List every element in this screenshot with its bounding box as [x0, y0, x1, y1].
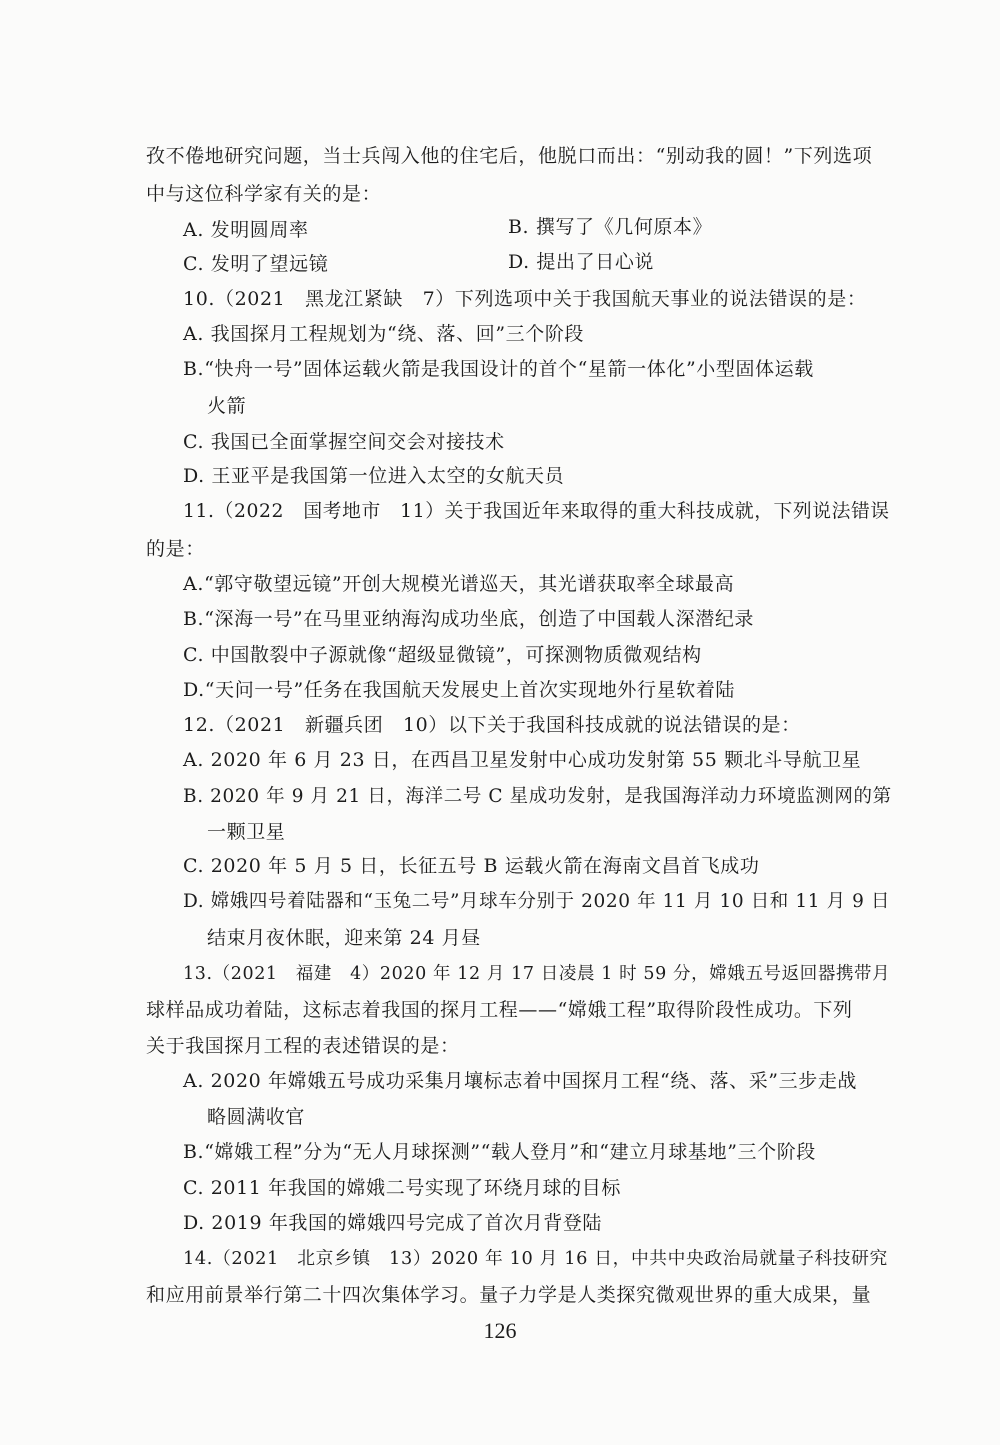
q10-stem: 10.（2021 黑龙江紧缺 7）下列选项中关于我国航天事业的说法错误的是： — [183, 288, 867, 310]
q12-stem: 12.（2021 新疆兵团 10）以下关于我国科技成就的说法错误的是： — [183, 714, 801, 736]
q13-option-a-line-2: 略圆满收官 — [207, 1106, 306, 1128]
q14-stem-line-2: 和应用前景举行第二十四次集体学习。量子力学是人类探究微观世界的重大成果，量 — [146, 1284, 872, 1306]
q12-option-a: A. 2020 年 6 月 23 日，在西昌卫星发射中心成功发射第 55 颗北斗导航卫星 — [183, 749, 862, 771]
q12-option-c: C. 2020 年 5 月 5 日，长征五号 B 运载火箭在海南文昌首飞成功 — [183, 855, 760, 877]
q11-option-c: C. 中国散裂中子源就像“超级显微镜”，可探测物质微观结构 — [183, 644, 702, 666]
q10-option-c: C. 我国已全面掌握空间交会对接技术 — [183, 431, 505, 453]
q13-option-d: D. 2019 年我国的嫦娥四号完成了首次月背登陆 — [183, 1212, 603, 1234]
q11-option-d: D.“天问一号”任务在我国航天发展史上首次实现地外行星软着陆 — [183, 679, 736, 701]
q10-option-d: D. 王亚平是我国第一位进入太空的女航天员 — [183, 465, 565, 487]
intro-line-1: 孜不倦地研究问题，当士兵闯入他的住宅后，他脱口而出：“别动我的圆！”下列选项 — [146, 145, 873, 167]
q13-stem-line-1: 13.（2021 福建 4）2020 年 12 月 17 日凌晨 1 时 59 分，嫦娥五号返回器携带月 — [183, 964, 891, 984]
q13-option-c: C. 2011 年我国的嫦娥二号实现了环绕月球的目标 — [183, 1177, 621, 1199]
q12-option-b-line-1: B. 2020 年 9 月 21 日，海洋二号 C 星成功发射，是我国海洋动力环境监测网的第 — [183, 786, 892, 807]
q13-option-a-line-1: A. 2020 年嫦娥五号成功采集月壤标志着中国探月工程“绕、落、采”三步走战 — [183, 1070, 858, 1092]
q11-option-b: B.“深海一号”在马里亚纳海沟成功坐底，创造了中国载人深潜纪录 — [183, 608, 755, 630]
q10-option-b-line-2: 火箭 — [207, 395, 247, 417]
intro-line-2: 中与这位科学家有关的是： — [146, 183, 382, 205]
page-number: 126 — [483, 1318, 517, 1343]
q12-option-d-line-2: 结束月夜休眠，迎来第 24 月昼 — [207, 927, 481, 949]
q13-stem-line-2: 球样品成功着陆，这标志着我国的探月工程——“嫦娥工程”取得阶段性成功。下列 — [146, 999, 853, 1021]
intro-option-c: C. 发明了望远镜 — [183, 253, 329, 275]
q11-option-a: A.“郭守敬望远镜”开创大规模光谱巡天，其光谱获取率全球最高 — [183, 573, 735, 595]
q11-stem-line-1: 11.（2022 国考地市 11）关于我国近年来取得的重大科技成就，下列说法错误 — [183, 501, 890, 522]
q10-option-a: A. 我国探月工程规划为“绕、落、回”三个阶段 — [183, 323, 585, 345]
q12-option-d-line-1: D. 嫦娥四号着陆器和“玉兔二号”月球车分别于 2020 年 11 月 10 日和 11 月 9 日 — [183, 891, 891, 912]
q10-option-b-line-1: B.“快舟一号”固体运载火箭是我国设计的首个“星箭一体化”小型固体运载 — [183, 358, 814, 380]
q14-stem-line-1: 14.（2021 北京乡镇 13）2020 年 10 月 16 日，中共中央政治局就量子科技研究 — [183, 1249, 888, 1269]
q12-option-b-line-2: 一颗卫星 — [207, 821, 286, 843]
q13-option-b: B.“嫦娥工程”分为“无人月球探测”“载人登月”和“建立月球基地”三个阶段 — [183, 1141, 816, 1163]
q11-stem-line-2: 的是： — [146, 538, 205, 560]
intro-option-d: D. 提出了日心说 — [508, 251, 655, 273]
intro-option-a: A. 发明圆周率 — [183, 219, 309, 241]
intro-option-b: B. 撰写了《几何原本》 — [508, 216, 713, 238]
q13-stem-line-3: 关于我国探月工程的表述错误的是： — [146, 1035, 460, 1057]
